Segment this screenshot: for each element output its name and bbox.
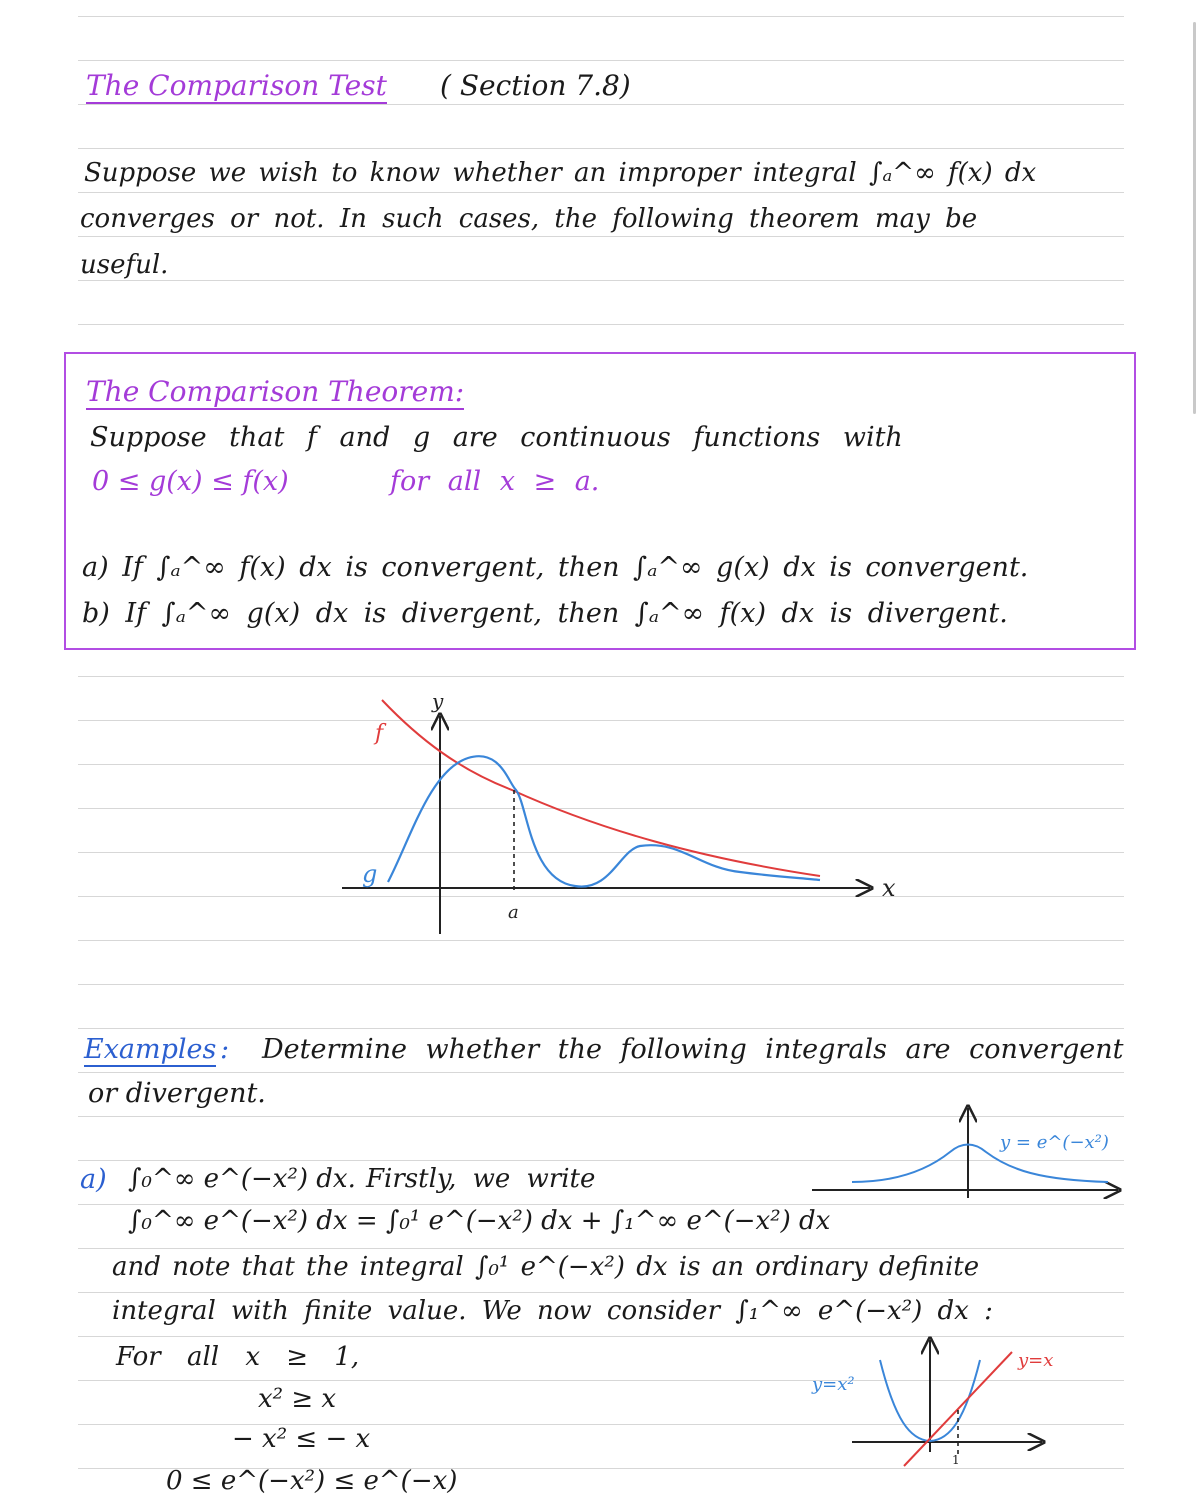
theorem-title: The Comparison Theorem:	[86, 375, 465, 408]
example-a-step-3: 0 ≤ e^(−x²) ≤ e^(−x)	[166, 1466, 458, 1496]
example-a-for-all: For all x ≥ 1,	[116, 1342, 360, 1372]
intro-line-2: converges or not. In such cases, the following theorem may be	[80, 204, 978, 234]
examples-colon: :	[220, 1034, 230, 1065]
examples-prompt-2: or divergent.	[88, 1078, 266, 1109]
example-a-note-2: integral with finite value. We now consider ∫₁^∞ e^(−x²) dx :	[112, 1296, 993, 1326]
intro-line-3: useful.	[80, 250, 169, 280]
section-reference: ( Section 7.8)	[440, 69, 631, 102]
intro-line-1: Suppose we wish to know whether an improper integral ∫ₐ^∞ f(x) dx	[84, 158, 1037, 188]
examples-heading: Examples	[84, 1034, 217, 1065]
theorem-part-a: a) If ∫ₐ^∞ f(x) dx is convergent, then ∫ₐ^∞ g(x) dx is convergent.	[82, 552, 1029, 583]
label-a: a	[508, 902, 519, 923]
example-a-integral: ∫₀^∞ e^(−x²) dx.	[128, 1164, 356, 1194]
page-title: The Comparison Test	[86, 69, 387, 102]
example-a-note-1: and note that the integral ∫₀¹ e^(−x²) dx is an ordinary definite	[112, 1252, 980, 1282]
label-g: g	[362, 860, 378, 888]
example-a-firstly: Firstly, we write	[366, 1164, 596, 1194]
example-a-step-1: x² ≥ x	[258, 1384, 337, 1414]
example-a-split: ∫₀^∞ e^(−x²) dx = ∫₀¹ e^(−x²) dx + ∫₁^∞ e^(−x²) dx	[128, 1206, 831, 1236]
gauss-label: y = e^(−x²)	[1000, 1132, 1109, 1153]
label-x: x	[882, 874, 896, 902]
label-f: f	[375, 721, 384, 746]
theorem-line-1: Suppose that f and g are continuous functions with	[90, 422, 903, 453]
examples-prompt-1: Determine whether the following integrals are convergent	[262, 1034, 1124, 1065]
label-y-x2: y=x²	[812, 1374, 855, 1395]
theorem-domain: for all x ≥ a.	[390, 466, 600, 497]
theorem-inequality: 0 ≤ g(x) ≤ f(x)	[92, 466, 289, 497]
theorem-part-b: b) If ∫ₐ^∞ g(x) dx is divergent, then ∫ₐ^∞ f(x) dx is divergent.	[82, 598, 1008, 629]
example-a-label: a)	[80, 1164, 107, 1195]
linear-line	[904, 1352, 1012, 1466]
example-a-step-2: − x² ≤ − x	[232, 1424, 371, 1454]
label-y: y	[432, 689, 444, 713]
para-tick-1: 1	[952, 1453, 960, 1467]
g-curve	[388, 756, 820, 886]
f-curve	[382, 700, 820, 876]
label-y-x: y=x	[1018, 1350, 1054, 1371]
